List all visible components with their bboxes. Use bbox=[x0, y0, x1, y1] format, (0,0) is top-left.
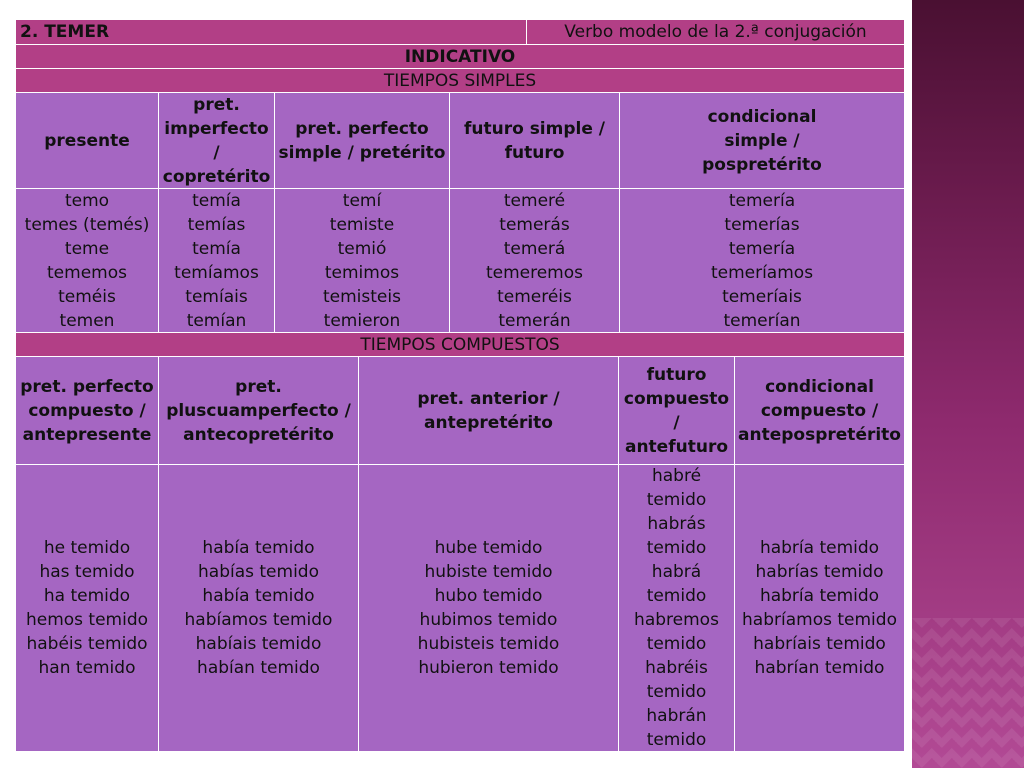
simple-tense-form: temieron bbox=[323, 310, 401, 331]
model-note: Verbo modelo de la 2.ª conjugación bbox=[527, 20, 905, 45]
simple-tense-forms-5 bbox=[620, 189, 905, 333]
decorative-side-band bbox=[912, 0, 1024, 768]
simple-tense-form: temió bbox=[337, 238, 387, 259]
compound-tense-form: temido bbox=[646, 730, 707, 750]
simple-tense-form: temeréis bbox=[497, 286, 572, 307]
compound-tense-form: has temido bbox=[39, 562, 135, 582]
simple-tense-form: temen bbox=[59, 310, 115, 331]
simple-tense-header-line: condicional bbox=[707, 106, 817, 127]
simple-tenses-heading: TIEMPOS SIMPLES bbox=[16, 69, 905, 93]
compound-tense-header-line: pret. anterior / bbox=[417, 388, 560, 409]
side-band-ornament bbox=[912, 618, 1024, 768]
simple-tense-header-line: pospretérito bbox=[702, 154, 822, 175]
simple-tense-header-line: pret. perfecto bbox=[295, 118, 429, 139]
simple-tense-form: temerías bbox=[724, 214, 800, 235]
compound-tense-header-4 bbox=[619, 357, 735, 465]
verb-title: 2. TEMER bbox=[16, 20, 527, 45]
compound-tense-form: temido bbox=[646, 586, 707, 606]
simple-tense-form: temes (temés) bbox=[24, 214, 150, 235]
compound-tense-header-line: antepresente bbox=[22, 424, 152, 445]
simple-tense-form: temería bbox=[728, 238, 796, 259]
compound-tense-form: habría temido bbox=[759, 538, 880, 558]
compound-tense-form: hubiste temido bbox=[424, 562, 553, 582]
compound-tense-forms-3 bbox=[359, 465, 619, 752]
compound-tense-header-line: compuesto bbox=[623, 388, 730, 409]
compound-tense-header-5 bbox=[735, 357, 905, 465]
compound-tense-form: temido bbox=[646, 634, 707, 654]
simple-tense-forms-1 bbox=[16, 189, 159, 333]
simple-tense-header-line: / bbox=[213, 142, 220, 163]
simple-tense-form: temimos bbox=[324, 262, 400, 283]
simple-tense-form: temiste bbox=[329, 214, 395, 235]
simple-tense-header-1 bbox=[16, 93, 159, 189]
simple-tense-forms-4 bbox=[450, 189, 620, 333]
simple-tense-form: temeríais bbox=[722, 286, 802, 307]
simple-tense-form: temía bbox=[192, 190, 241, 211]
simple-tense-form: temerán bbox=[498, 310, 571, 331]
compound-tense-form: habréis bbox=[645, 658, 708, 678]
compound-tense-form: he temido bbox=[43, 538, 131, 558]
simple-tense-form: temerían bbox=[723, 310, 801, 331]
compound-tense-form: hubo temido bbox=[434, 586, 543, 606]
compound-tense-form: temido bbox=[646, 682, 707, 702]
compound-tense-form: habían temido bbox=[197, 658, 320, 678]
compound-tense-form: habrían temido bbox=[754, 658, 885, 678]
simple-tense-form: temeremos bbox=[485, 262, 584, 283]
compound-tense-form: habríais temido bbox=[753, 634, 886, 654]
compound-tense-header-line: compuesto / bbox=[28, 400, 146, 421]
simple-tense-form: temerás bbox=[499, 214, 570, 235]
compound-tense-form: había temido bbox=[202, 586, 315, 606]
compound-tense-form: habrías temido bbox=[755, 562, 884, 582]
simple-tense-header-line: presente bbox=[44, 130, 130, 151]
compound-tense-form: hubieron temido bbox=[418, 658, 559, 678]
compound-tense-header-line: antepospretérito bbox=[738, 424, 901, 445]
compound-tense-form: habrán bbox=[646, 706, 707, 726]
compound-tense-form: habíais temido bbox=[195, 634, 322, 654]
compound-tense-forms-2 bbox=[159, 465, 359, 752]
simple-tense-form: temíamos bbox=[174, 262, 259, 283]
compound-tense-form: temido bbox=[646, 538, 707, 558]
simple-tense-form: teme bbox=[64, 238, 110, 259]
simple-tense-header-line: simple / pretérito bbox=[278, 142, 446, 163]
compound-tense-header-line: condicional bbox=[765, 376, 874, 397]
compound-tense-form: hubisteis temido bbox=[417, 634, 560, 654]
compound-tense-form: ha temido bbox=[43, 586, 131, 606]
compound-tense-header-line: antefuturo bbox=[624, 436, 729, 457]
compound-tense-form: habías temido bbox=[198, 562, 319, 582]
compound-tense-form: han temido bbox=[38, 658, 136, 678]
simple-tense-form: temo bbox=[64, 190, 110, 211]
simple-tense-header-4 bbox=[450, 93, 620, 189]
compound-tense-header-line: antepretérito bbox=[424, 412, 553, 433]
simple-tense-header-line: pret. bbox=[193, 94, 240, 115]
simple-tense-form: teméis bbox=[58, 286, 116, 307]
simple-tense-form: temía bbox=[192, 238, 241, 259]
simple-tense-header-line: simple / bbox=[724, 130, 800, 151]
compound-tense-header-line: pluscuamperfecto / bbox=[166, 400, 351, 421]
simple-tense-form: temería bbox=[728, 190, 796, 211]
compound-tense-form: había temido bbox=[202, 538, 315, 558]
conjugation-table bbox=[16, 20, 905, 752]
compound-tense-forms-4 bbox=[619, 465, 735, 752]
simple-tense-form: temisteis bbox=[323, 286, 401, 307]
compound-tense-header-line: / bbox=[673, 412, 680, 433]
simple-tense-form: temeríamos bbox=[710, 262, 814, 283]
simple-tense-header-line: copretérito bbox=[162, 166, 271, 187]
compound-tenses-heading: TIEMPOS COMPUESTOS bbox=[16, 333, 905, 357]
simple-tense-form: temerá bbox=[503, 238, 566, 259]
compound-tense-header-2 bbox=[159, 357, 359, 465]
compound-tense-form: habríamos temido bbox=[742, 610, 897, 630]
simple-tense-forms-2 bbox=[159, 189, 275, 333]
compound-tense-form: habíamos temido bbox=[184, 610, 333, 630]
simple-tense-form: temeré bbox=[503, 190, 566, 211]
simple-tense-header-line: futuro simple / bbox=[463, 118, 606, 139]
compound-tense-form: hemos temido bbox=[25, 610, 149, 630]
compound-tense-header-line: antecopretérito bbox=[183, 424, 334, 445]
compound-tense-header-line: pret. perfecto bbox=[20, 376, 154, 397]
compound-tense-forms-1 bbox=[16, 465, 159, 752]
simple-tense-header-2 bbox=[159, 93, 275, 189]
simple-tense-form: tememos bbox=[47, 262, 127, 283]
simple-tense-form: temí bbox=[342, 190, 382, 211]
simple-tense-header-5 bbox=[620, 93, 905, 189]
compound-tense-form: temido bbox=[646, 490, 707, 510]
simple-tense-header-line: imperfecto bbox=[164, 118, 269, 139]
simple-tense-forms-3 bbox=[275, 189, 450, 333]
compound-tense-header-line: pret. bbox=[235, 376, 282, 397]
compound-tense-form: habremos bbox=[634, 610, 719, 630]
compound-tense-form: habéis temido bbox=[26, 634, 148, 654]
simple-tense-header-line: futuro bbox=[504, 142, 565, 163]
compound-tense-header-1 bbox=[16, 357, 159, 465]
simple-tense-form: temíais bbox=[185, 286, 248, 307]
compound-tense-header-3 bbox=[359, 357, 619, 465]
compound-tense-form: habría temido bbox=[759, 586, 880, 606]
simple-tense-form: temías bbox=[187, 214, 246, 235]
compound-tense-header-line: compuesto / bbox=[760, 400, 879, 421]
simple-tense-header-3 bbox=[275, 93, 450, 189]
compound-tense-form: habré bbox=[651, 466, 702, 486]
simple-tense-form: temían bbox=[186, 310, 247, 331]
compound-tense-forms-5 bbox=[735, 465, 905, 752]
compound-tense-header-line: futuro bbox=[646, 364, 707, 385]
compound-tense-form: habrás bbox=[647, 514, 706, 534]
compound-tense-form: habrá bbox=[651, 562, 702, 582]
compound-tense-form: hubimos temido bbox=[419, 610, 558, 630]
mood-heading: INDICATIVO bbox=[16, 45, 905, 69]
compound-tense-form: hube temido bbox=[434, 538, 543, 558]
